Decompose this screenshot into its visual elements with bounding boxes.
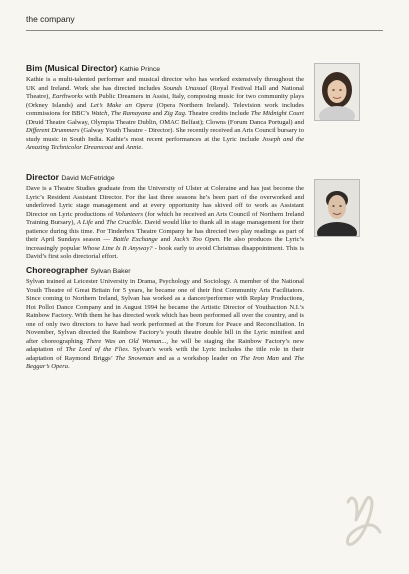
italic-title: Battle Exchange (113, 236, 158, 244)
italic-title: A Life (76, 219, 93, 227)
portrait-image (315, 180, 359, 236)
italic-title: Watch, The Ramayana (91, 110, 151, 118)
section-person-name: David McFetridge (61, 175, 115, 182)
italic-title: Sounds Unusual (163, 84, 208, 92)
section-body: Kathie is a multi-talented performer and musical director who has worked extensively throughout the UK and Ireland. Work she has directed includes Sounds Unusual (Royal Festival Hall and National Theatre), Earthworks with Public Dreamers in Assisi, Italy, composing music for two community plays (Orkney Islands) and Let’s Make an Opera (Opera Northern Ireland). Television work includes commissions for BBC’s Watch, The Ramayana and Zig Zag. Theatre credits include The Midnight Court (Druid Theatre Galway, Olympia Theatre Dublin, OMAC Belfast); Clowns (Forum Danca Portugal) and Different Drummers (Galway Youth Theatre - Director). She recently received an Arts Council bursary to study music in South India. Kathie’s most recent performances at the Lyric include Joseph and the Amazing Technicolor Dreamcoat and Annie. (26, 76, 305, 152)
section-body: Dave is a Theatre Studies graduate from the University of Ulster at Coleraine and has just become the Lyric’s Resident Assistant Director. For the last three seasons he’s been part of the overworked and underloved Lyric stage management and at every opportunity has skived off to work as Assistant Director on Lyric productions of Volunteers (for which he received an Arts Council of Northern Ireland Training Bursary), A Life and The Crucible. David would like to thank all in stage management for their patience during this time. For Tinderbox Theatre Company he has directed two play readings as part of their April Sundays season — Battle Exchange and Jack’s Too Open. He also produces the Lyric’s increasingly popular Whose Line Is It Anyway? - book early to avoid Christmas disappointment. This is David’s first solo directorial effort. (26, 185, 304, 261)
section-director (26, 172, 304, 262)
italic-title: There Was an Old Woman... (86, 337, 167, 345)
section-heading (26, 172, 304, 184)
italic-title: Volunteers (115, 210, 144, 218)
italic-title: Annie (125, 144, 142, 152)
italic-title: The Midnight Court (250, 110, 304, 118)
section-body: Sylvan trained at Leicester University in Drama, Psychology and Sociology. A member of the National Youth Theatre of Great Britain for 5 years, he became one of their first Community Arts Facilitators. Since coming to Northern Ireland, Sylvan has worked as a dancer/performer with Replay Productions, Hoi Polloi Dance Company and in August 1994 he became the Artistic Director of Youthaction N.I.’s Rainbow Factory. With them he has directed work which has been performed all over the country, and is one of only two directors to have had work performed at the Forum for Peace and Reconciliation. In November, Sylvan directed the Rainbow Factory’s youth theatre double bill in the Lyric minifest and after choreographing There Was an Old Woman..., he will be staging the Rainbow Factory’s new adaptation of The Lord of the Flies. Sylvan’s work with the Lyric includes the title role in their adaptation of Raymond Briggs’ The Snowman and as a workshop leader on The Iron Man and The Beggar’s Opera. (26, 278, 304, 371)
section-person-name: Sylvan Baker (90, 268, 131, 275)
section-musical-director (26, 63, 304, 153)
italic-title: Different Drummers (26, 127, 80, 135)
italic-title: The Beggar’s Opera (26, 354, 304, 371)
italic-title: The Snowman (115, 354, 154, 362)
page-title: the company (26, 14, 75, 24)
italic-title: The Crucible (106, 219, 141, 227)
italic-title: The Iron Man (240, 354, 279, 362)
italic-title: Whose Line Is It Anyway? (82, 244, 153, 252)
portrait-image (315, 64, 359, 120)
italic-title: The Lord of the Flies (65, 346, 128, 354)
portrait-photo-kathie (314, 63, 360, 121)
italic-title: Joseph and the Amazing Technicolor Dreamcoat (26, 135, 304, 152)
section-role: Choreographer (26, 265, 89, 275)
section-heading (26, 63, 304, 75)
italic-title: Let’s Make an Opera (90, 101, 153, 109)
italic-title: Zig Zag (164, 110, 185, 118)
italic-title: Jack’s Too Open (173, 236, 220, 244)
section-choreographer (26, 265, 304, 372)
section-role: Bim (Musical Director) (26, 63, 118, 73)
section-heading (26, 265, 304, 277)
page-header (26, 14, 383, 31)
decorative-logo-mark (342, 492, 386, 548)
section-role: Director (26, 172, 59, 182)
section-person-name: Kathie Prince (119, 66, 161, 73)
italic-title: Earthworks (52, 93, 83, 101)
portrait-photo-david (314, 179, 360, 237)
header-divider (26, 30, 383, 31)
